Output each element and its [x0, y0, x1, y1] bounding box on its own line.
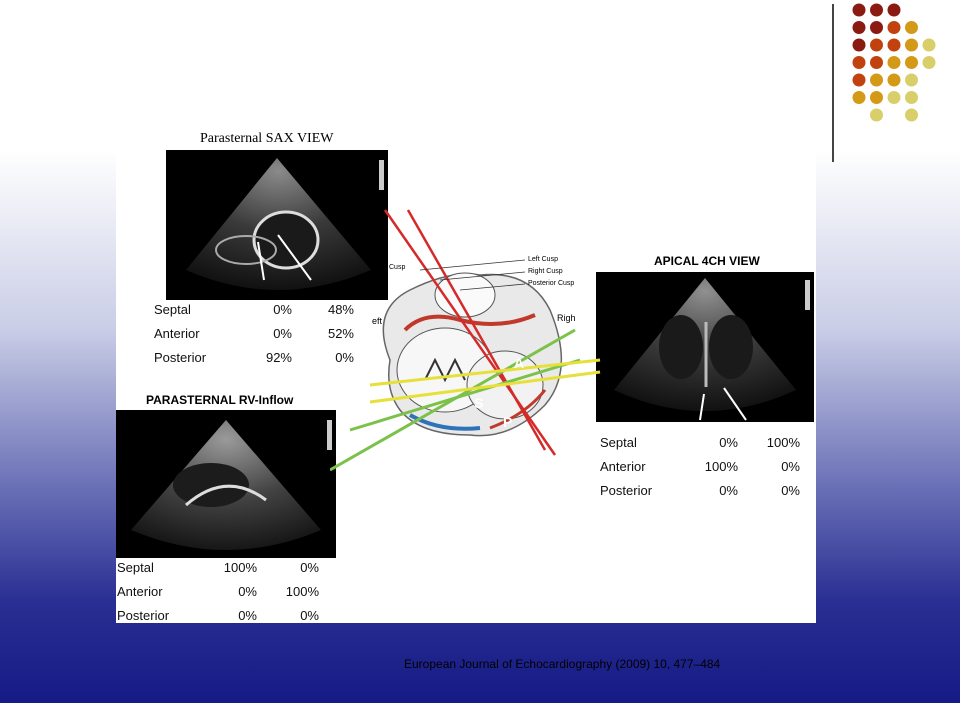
decorative-dot	[888, 21, 901, 34]
decorative-dot	[888, 91, 901, 104]
decorative-dot	[888, 74, 901, 87]
right-cusp-label: Right Cusp	[528, 268, 563, 275]
decorative-dot	[888, 39, 901, 52]
decorative-dot	[888, 56, 901, 69]
apical-table	[600, 435, 810, 507]
decorative-dot	[870, 109, 883, 122]
decorative-dot	[905, 109, 918, 122]
decorative-dot	[888, 4, 901, 17]
decorative-dot	[870, 91, 883, 104]
leaflet-p-label: P	[503, 414, 513, 430]
decorative-dot	[870, 39, 883, 52]
apical-echo-image	[596, 272, 814, 422]
posterior-cusp-label: Posterior Cusp	[528, 280, 575, 287]
table-row: Septal 0% 48%	[154, 302, 354, 317]
table-row: Septal 0% 100%	[600, 435, 800, 450]
decorative-dot	[870, 74, 883, 87]
right-partial-label: Righ	[557, 313, 576, 323]
decorative-dot	[853, 39, 866, 52]
left-cusp-label: Left Cusp	[528, 256, 558, 263]
decorative-dot	[870, 56, 883, 69]
rv-inflow-table	[117, 560, 327, 623]
table-row: Anterior 0% 52%	[154, 326, 354, 341]
decorative-dot	[923, 39, 936, 52]
table-row: Posterior 0% 0%	[117, 608, 319, 623]
decorative-dot	[853, 91, 866, 104]
divider-line	[832, 4, 834, 162]
rv-inflow-echo-image	[116, 410, 336, 558]
decorative-dot	[905, 74, 918, 87]
decorative-dot	[853, 4, 866, 17]
decorative-dot	[853, 56, 866, 69]
decorative-dot	[870, 21, 883, 34]
leaflet-s-label: S	[474, 395, 484, 411]
sax-title: Parasternal SAX VIEW	[200, 131, 334, 146]
apical-title: APICAL 4CH VIEW	[654, 254, 760, 268]
decorative-dot	[853, 74, 866, 87]
decorative-dot	[905, 39, 918, 52]
decorative-dot	[853, 21, 866, 34]
citation: European Journal of Echocardiography (2009) 10, 477–484	[404, 657, 721, 671]
decorative-dot	[905, 21, 918, 34]
rv-inflow-title: PARASTERNAL RV-Inflow	[146, 393, 294, 407]
table-row: Anterior 0% 100%	[117, 584, 319, 599]
leaflet-a-label: A	[514, 355, 525, 371]
left-partial-label: eft	[372, 316, 383, 326]
decorative-dot	[923, 56, 936, 69]
table-row: Septal 100% 0%	[117, 560, 319, 575]
table-row: Posterior 92% 0%	[154, 350, 354, 365]
heart-valve-illustration	[330, 200, 610, 480]
table-row: Posterior 0% 0%	[600, 483, 800, 498]
decorative-dot	[905, 91, 918, 104]
decorative-dot	[905, 56, 918, 69]
cusp-partial-label: Cusp	[389, 264, 406, 271]
table-row: Anterior 100% 0%	[600, 459, 800, 474]
decorative-dot	[870, 4, 883, 17]
